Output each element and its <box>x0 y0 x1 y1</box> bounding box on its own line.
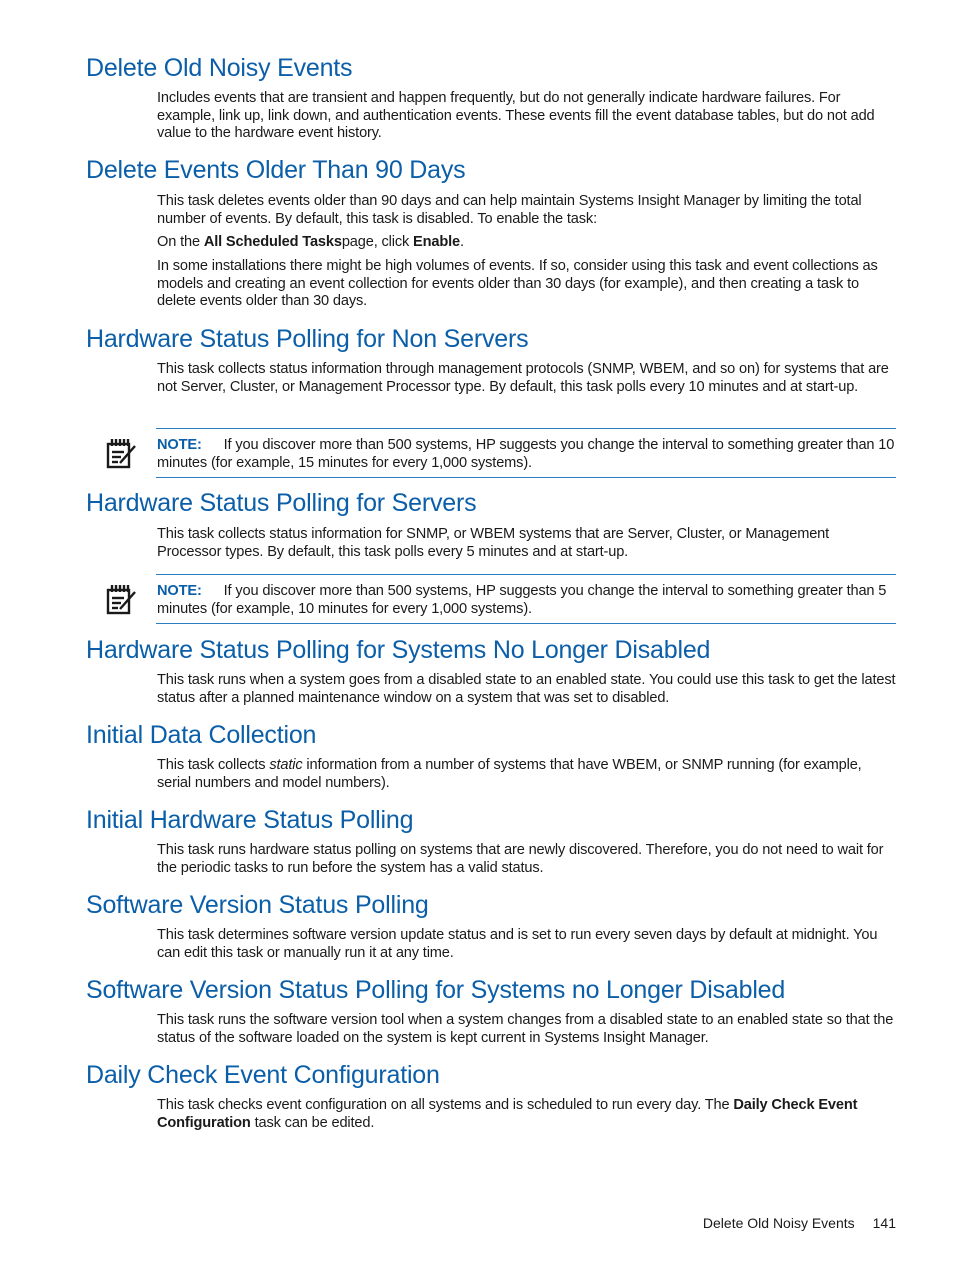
section-body: This task checks event configuration on all systems and is scheduled to run every day. The Daily Check Event Configuration task can be edited. <box>157 1097 858 1131</box>
section-body: Includes events that are transient and happen frequently, but do not generally indicate hardware failures. For example, link up, link down, and authentication events. These events fill the event database tables, but do not add value to the hardware event history. <box>157 90 875 142</box>
section-body: This task collects static information from a number of systems that have WBEM, or SNMP running (for example, serial numbers and model numbers). <box>157 757 862 791</box>
section-body: This task runs when a system goes from a disabled state to an enabled state. You could use this task to get the latest status after a planned maintenance window on a system that was set to disabled. <box>157 672 896 706</box>
section-body: This task runs the software version tool when a system changes from a disabled state to an enabled state so that the status of the software loaded on the system is kept current in Systems Insight Manager. <box>157 1012 894 1046</box>
note-top-rule <box>156 574 896 575</box>
note-pad-icon <box>104 582 140 618</box>
section-body: This task collects status information for SNMP, or WBEM systems that are Server, Cluster, or Management Processor types. By default, this task polls every 5 minutes and at start-up. <box>157 526 830 560</box>
note-text: NOTE: If you discover more than 500 systems, HP suggests you change the interval to something greater than 5 minutes (for example, 10 minutes for every 1,000 systems). <box>157 583 887 617</box>
section-heading: Delete Old Noisy Events <box>86 54 353 82</box>
note-label: NOTE: <box>157 437 202 453</box>
note-top-rule <box>156 428 896 429</box>
section-body: This task collects status information through management protocols (SNMP, WBEM, and so on) for systems that are not Server, Cluster, or Management Processor type. By default, this task polls every 10 minutes and at start-up. <box>157 361 889 395</box>
note-label: NOTE: <box>157 583 202 599</box>
section-heading: Hardware Status Polling for Non Servers <box>86 325 529 353</box>
section-body: This task determines software version update status and is set to run every seven days by default at midnight. You can edit this task or manually run it at any time. <box>157 927 878 961</box>
enable-step: On the All Scheduled Taskspage, click Enable. <box>157 234 464 250</box>
section-body: In some installations there might be high volumes of events. If so, consider using this task and event collections as models and creating an event collection for events older than 30 days (for example), and then creating a task to delete events older than 30 days. <box>157 258 878 310</box>
section-heading: Daily Check Event Configuration <box>86 1061 440 1089</box>
section-body: This task runs hardware status polling on systems that are newly discovered. Therefore, you do not need to wait for the periodic tasks to run before the system has a valid status. <box>157 842 884 876</box>
section-body: This task deletes events older than 90 days and can help maintain Systems Insight Manager by limiting the total number of events. By default, this task is disabled. To enable the task: <box>157 193 862 227</box>
all-scheduled-tasks-term: All Scheduled Tasks <box>203 234 342 250</box>
page-footer <box>703 1215 896 1231</box>
section-heading: Initial Data Collection <box>86 721 317 749</box>
footer-section-title: Delete Old Noisy Events <box>702 1215 855 1231</box>
section-heading: Delete Events Older Than 90 Days <box>86 156 466 184</box>
note-bottom-rule <box>156 623 896 624</box>
section-heading: Hardware Status Polling for Servers <box>86 489 477 517</box>
section-heading: Software Version Status Polling <box>86 891 429 919</box>
static-term: static <box>269 757 303 773</box>
section-heading: Hardware Status Polling for Systems No Longer Disabled <box>86 636 711 664</box>
note-pad-icon <box>104 436 140 472</box>
section-heading: Software Version Status Polling for Systems no Longer Disabled <box>86 976 786 1004</box>
enable-term: Enable <box>413 234 460 250</box>
page-number: 141 <box>872 1215 896 1231</box>
note-bottom-rule <box>156 477 896 478</box>
note-text: NOTE: If you discover more than 500 systems, HP suggests you change the interval to something greater than 10 minutes (for example, 15 minutes for every 1,000 systems). <box>157 437 895 471</box>
section-heading: Initial Hardware Status Polling <box>86 806 414 834</box>
daily-check-term: Daily Check Event Configuration <box>157 1097 858 1131</box>
